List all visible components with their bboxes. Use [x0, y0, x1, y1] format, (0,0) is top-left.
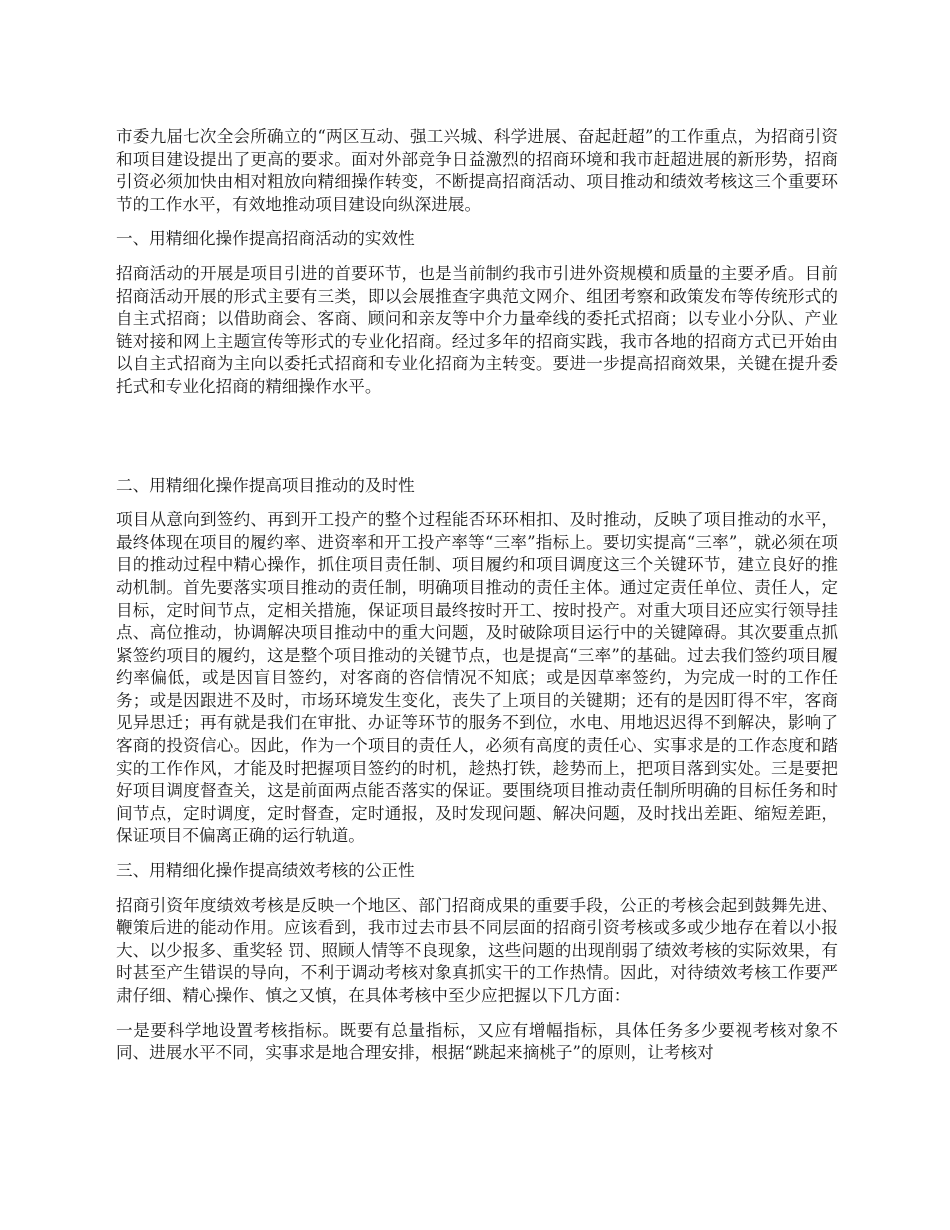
section-1-heading: 一、用精细化操作提高招商活动的实效性	[116, 229, 415, 249]
intro-paragraph: 市委九届七次全会所确立的“两区互动、强工兴城、科学进展、奋起赶超”的工作重点，为招商引资和项目建设提出了更高的要求。面对外部竞争日益激烈的招商环境和我市赶超进展的新形势，招商引资必须加快由相对粗放向精细操作转变，不断提高招商活动、项目推动和绩效考核这三个重要环节的工作水平，有效地推动项目建设向纵深进展。	[116, 127, 838, 214]
section-2-paragraph: 项目从意向到签约、再到开工投产的整个过程能否环环相扣、及时推动，反映了项目推动的水平，最终体现在项目的履约率、进资率和开工投产率等“三率”指标上。要切实提高“三率”，就必须在项目的推动过程中精心操作，抓住项目责任制、项目履约和项目调度这三个关键环节，建立良好的推动机制。首先要落实项目推动的责任制，明确项目推动的责任主体。通过定责任单位、责任人，定目标，定时间节点，定相关措施，保证项目最终按时开工、按时投产。对重大项目还应实行领导挂点、高位推动，协调解决项目推动中的重大问题，及时破除项目运行中的关键障碍。其次要重点抓紧签约项目的履约，这是整个项目推动的关键节点，也是提高“三率”的基础。过去我们签约项目履约率偏低，或是因盲目签约，对客商的咨信情况不知底；或是因草率签约，为完成一时的工作任务；或是因跟进不及时，市场环境发生变化，丧失了上项目的关键期；还有的是因盯得不牢，客商见异思迁；再有就是我们在审批、办证等环节的服务不到位，水电、用地迟迟得不到解决，影响了客商的投资信心。因此，作为一个项目的责任人，必须有高度的责任心、实事求是的工作态度和踏实的工作作风，才能及时把握项目签约的时机，趁热打铁，趁势而上，把项目落到实处。三是要把好项目调度督查关，这是前面两点能否落实的保证。要围绕项目推动责任制所明确的目标任务和时间节点，定时调度，定时督查，定时通报，及时发现问题、解决问题，及时找出差距、缩短差距，保证项目不偏离正确的运行轨道。	[116, 510, 838, 846]
section-3-paragraph: 招商引资年度绩效考核是反映一个地区、部门招商成果的重要手段，公正的考核会起到鼓舞先进、鞭策后进的能动作用。应该看到，我市过去市县不同层面的招商引资考核或多或少地存在着以小报大、以少报多、重奖轻 罚、照顾人情等不良现象，这些问题的出现削弱了绩效考核的实际效果，有时甚至产生错误的导向，不利于调动考核对象真抓实干的工作热情。因此，对待绩效考核工作要严肃仔细、精心操作、慎之又慎，在具体考核中至少应把握以下几方面：	[116, 895, 838, 1005]
section-2-heading: 二、用精细化操作提高项目推动的及时性	[116, 475, 415, 495]
section-3-heading: 三、用精细化操作提高绩效考核的公正性	[116, 861, 415, 881]
document-page	[116, 126, 838, 1065]
section-3-paragraph-2: 一是要科学地设置考核指标。既要有总量指标，又应有增幅指标，具体任务多少要视考核对象不同、进展水平不同，实事求是地合理安排，根据“跳起来摘桃子”的原则，让考核对	[116, 1020, 838, 1063]
section-1-paragraph: 招商活动的开展是项目引进的首要环节，也是当前制约我市引进外资规模和质量的主要矛盾。目前招商活动开展的形式主要有三类，即以会展推查字典范文网介、组团考察和政策发布等传统形式的自主式招商；以借助商会、客商、顾问和亲友等中介力量牵线的委托式招商；以专业小分队、产业链对接和网上主题宣传等形式的专业化招商。经过多年的招商实践，我市各地的招商方式已开始由以自主式招商为主向以委托式招商和专业化招商为主转变。要进一步提高招商效果，关键在提升委托式和专业化招商的精细操作水平。	[116, 263, 838, 396]
